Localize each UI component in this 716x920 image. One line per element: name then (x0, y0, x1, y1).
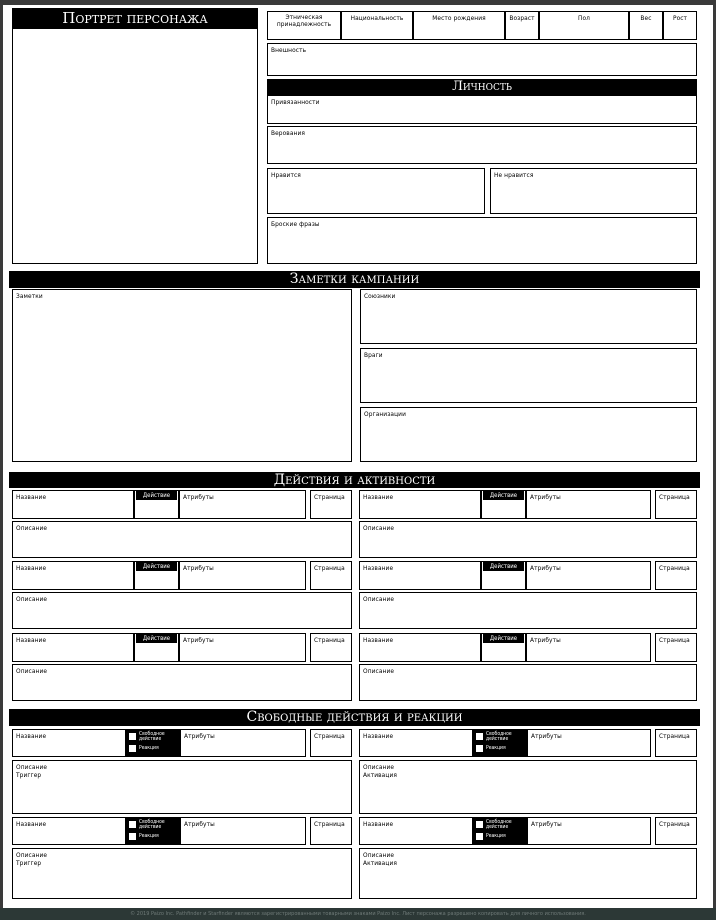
free-action-type-chip (126, 817, 180, 845)
appearance-label: Внешность (271, 46, 307, 54)
action-cost-chip: Действие (136, 634, 177, 643)
free-action-attributes-label: Атрибуты (531, 732, 562, 740)
action-description-label: Описание (16, 524, 48, 532)
action-cost-chip: Действие (136, 491, 177, 500)
free-action-checkbox[interactable] (476, 733, 483, 740)
organizations-label: Организации (364, 410, 406, 418)
reaction-checkbox[interactable] (129, 745, 136, 752)
appearance-field[interactable] (267, 43, 697, 76)
action-description-field[interactable] (12, 664, 352, 701)
action-page-field[interactable] (655, 490, 697, 519)
free-action-checkbox[interactable] (476, 821, 483, 828)
action-attributes-label: Атрибуты (530, 564, 561, 572)
organizations-field[interactable] (360, 407, 697, 462)
free-action-description-field[interactable] (12, 760, 352, 814)
action-cost-field[interactable] (481, 561, 526, 590)
free-action-checkbox[interactable] (129, 733, 136, 740)
age-field[interactable] (505, 11, 539, 40)
action-page-label: Страница (314, 636, 345, 644)
free-action-type-field[interactable] (126, 817, 180, 845)
free-action-description-label: Описание (363, 763, 395, 771)
action-page-field[interactable] (655, 633, 697, 662)
action-cost-field[interactable] (481, 490, 526, 519)
free-action-name-label: Название (16, 820, 47, 828)
free-action-name-field[interactable] (359, 817, 473, 845)
action-name-field[interactable] (359, 490, 481, 519)
free-action-trigger-label: Триггер (16, 859, 42, 867)
action-description-field[interactable] (12, 592, 352, 629)
action-name-field[interactable] (359, 561, 481, 590)
free-action-description-label: Описание (16, 763, 48, 771)
action-name-field[interactable] (12, 490, 134, 519)
birthplace-field[interactable] (413, 11, 505, 40)
free-action-activation-label: Активация (363, 859, 397, 867)
free-action-option-label: Свободное действие (486, 819, 512, 830)
beliefs-label: Верования (271, 129, 305, 137)
notes-label: Заметки (16, 292, 43, 300)
action-name-label: Название (16, 493, 47, 501)
action-attributes-field[interactable] (179, 561, 306, 590)
free-action-type-field[interactable] (473, 817, 527, 845)
action-page-field[interactable] (310, 490, 352, 519)
free-action-name-label: Название (363, 732, 394, 740)
height-field[interactable] (663, 11, 697, 40)
free-action-attributes-field[interactable] (180, 817, 306, 845)
reaction-option-label: Реакция (139, 833, 159, 839)
notes-field[interactable] (12, 289, 352, 462)
action-cost-chip: Действие (483, 491, 524, 500)
action-attributes-field[interactable] (526, 561, 651, 590)
action-name-label: Название (16, 564, 47, 572)
ethnicity-label: Этническая принадлежность (276, 13, 332, 28)
action-cost-field[interactable] (134, 633, 179, 662)
weight-field[interactable] (629, 11, 663, 40)
action-attributes-label: Атрибуты (530, 493, 561, 501)
action-name-label: Название (16, 636, 47, 644)
action-attributes-field[interactable] (526, 633, 651, 662)
character-sheet (3, 5, 713, 911)
free-action-name-field[interactable] (12, 817, 126, 845)
footer-copyright: © 2019 Paizo Inc. Pathfinder и Starfinder являются зарегистрированными товарными знаками Paizo Inc. Лист персонажа разрешено копировать для личного использования. (0, 908, 716, 920)
free-action-option-label: Свободное действие (139, 819, 165, 830)
action-page-label: Страница (314, 564, 345, 572)
action-page-field[interactable] (310, 633, 352, 662)
reaction-option-label: Реакция (486, 745, 506, 751)
likes-field[interactable] (267, 168, 485, 214)
action-cost-field[interactable] (481, 633, 526, 662)
birthplace-label: Место рождения (432, 14, 486, 22)
action-page-label: Страница (314, 493, 345, 501)
action-cost-field[interactable] (134, 561, 179, 590)
portrait-header: Портрет персонажа (12, 8, 258, 28)
dislikes-label: Не нравится (494, 171, 534, 179)
action-name-field[interactable] (359, 633, 481, 662)
free-action-type-field[interactable] (473, 729, 527, 757)
free-action-activation-label: Активация (363, 771, 397, 779)
action-description-label: Описание (363, 667, 395, 675)
action-description-field[interactable] (359, 664, 697, 701)
action-page-label: Страница (659, 636, 690, 644)
ethnicity-field[interactable] (267, 11, 341, 40)
age-label: Возраст (509, 14, 535, 22)
action-cost-chip: Действие (136, 562, 177, 571)
action-name-field[interactable] (12, 633, 134, 662)
action-attributes-label: Атрибуты (183, 636, 214, 644)
allies-field[interactable] (360, 289, 697, 344)
free-action-page-field[interactable] (310, 817, 352, 845)
actions-header: Действия и активности (9, 472, 700, 488)
reaction-option-label: Реакция (139, 745, 159, 751)
action-attributes-label: Атрибуты (183, 564, 214, 572)
height-label: Рост (672, 14, 688, 22)
free-action-trigger-label: Триггер (16, 771, 42, 779)
action-description-label: Описание (16, 595, 48, 603)
action-name-label: Название (363, 636, 394, 644)
free-action-page-field[interactable] (655, 729, 697, 757)
free-action-page-label: Страница (659, 820, 690, 828)
action-cost-field[interactable] (134, 490, 179, 519)
nationality-label: Национальность (350, 14, 404, 22)
enemies-label: Враги (364, 351, 383, 359)
reaction-checkbox[interactable] (476, 833, 483, 840)
free-action-option-label: Свободное действие (139, 731, 165, 742)
likes-label: Нравится (271, 171, 301, 179)
free-action-description-field[interactable] (359, 760, 697, 814)
free-action-name-field[interactable] (359, 729, 473, 757)
free-action-page-label: Страница (314, 820, 345, 828)
free-action-name-field[interactable] (12, 729, 126, 757)
reaction-checkbox[interactable] (129, 833, 136, 840)
free-action-attributes-field[interactable] (527, 729, 651, 757)
free-action-option-label: Свободное действие (486, 731, 512, 742)
free-action-description-field[interactable] (359, 848, 697, 899)
free-action-page-label: Страница (659, 732, 690, 740)
reaction-checkbox[interactable] (476, 745, 483, 752)
action-cost-chip: Действие (483, 562, 524, 571)
free-action-description-field[interactable] (12, 848, 352, 899)
weight-label: Вес (640, 14, 652, 22)
free-action-type-chip (473, 729, 527, 757)
free-action-attributes-label: Атрибуты (531, 820, 562, 828)
action-page-field[interactable] (310, 561, 352, 590)
nationality-field[interactable] (341, 11, 413, 40)
action-name-label: Название (363, 564, 394, 572)
dislikes-field[interactable] (490, 168, 697, 214)
free-action-page-field[interactable] (310, 729, 352, 757)
free-action-attributes-field[interactable] (527, 817, 651, 845)
attachments-label: Привязанности (271, 98, 320, 106)
free-action-attributes-label: Атрибуты (184, 820, 215, 828)
action-description-label: Описание (363, 524, 395, 532)
beliefs-field[interactable] (267, 126, 697, 164)
free-action-checkbox[interactable] (129, 821, 136, 828)
action-description-label: Описание (16, 667, 48, 675)
free-action-name-label: Название (16, 732, 47, 740)
free-action-attributes-label: Атрибуты (184, 732, 215, 740)
free-action-attributes-field[interactable] (180, 729, 306, 757)
action-attributes-label: Атрибуты (183, 493, 214, 501)
action-page-label: Страница (659, 564, 690, 572)
action-cost-chip: Действие (483, 634, 524, 643)
action-name-label: Название (363, 493, 394, 501)
free-action-type-chip (126, 729, 180, 757)
action-attributes-field[interactable] (179, 633, 306, 662)
free-action-page-field[interactable] (655, 817, 697, 845)
action-name-field[interactable] (12, 561, 134, 590)
action-attributes-label: Атрибуты (530, 636, 561, 644)
free-action-type-chip (473, 817, 527, 845)
free-action-page-label: Страница (314, 732, 345, 740)
attachments-field[interactable] (267, 95, 697, 124)
action-description-field[interactable] (359, 592, 697, 629)
action-attributes-field[interactable] (179, 490, 306, 519)
free-action-type-field[interactable] (126, 729, 180, 757)
personality-header: Личность (267, 79, 697, 95)
portrait-box[interactable] (12, 28, 258, 264)
catchphrases-field[interactable] (267, 217, 697, 264)
action-page-label: Страница (659, 493, 690, 501)
allies-label: Союзники (364, 292, 396, 300)
catchphrases-label: Броские фразы (271, 220, 320, 228)
sex-label: Пол (577, 14, 590, 22)
action-description-field[interactable] (359, 521, 697, 558)
action-description-field[interactable] (12, 521, 352, 558)
action-attributes-field[interactable] (526, 490, 651, 519)
free-action-name-label: Название (363, 820, 394, 828)
free-actions-header: Свободные действия и реакции (9, 709, 700, 726)
campaign-header: Заметки кампании (9, 271, 700, 288)
reaction-option-label: Реакция (486, 833, 506, 839)
sex-field[interactable] (539, 11, 629, 40)
enemies-field[interactable] (360, 348, 697, 403)
action-description-label: Описание (363, 595, 395, 603)
free-action-description-label: Описание (16, 851, 48, 859)
action-page-field[interactable] (655, 561, 697, 590)
free-action-description-label: Описание (363, 851, 395, 859)
